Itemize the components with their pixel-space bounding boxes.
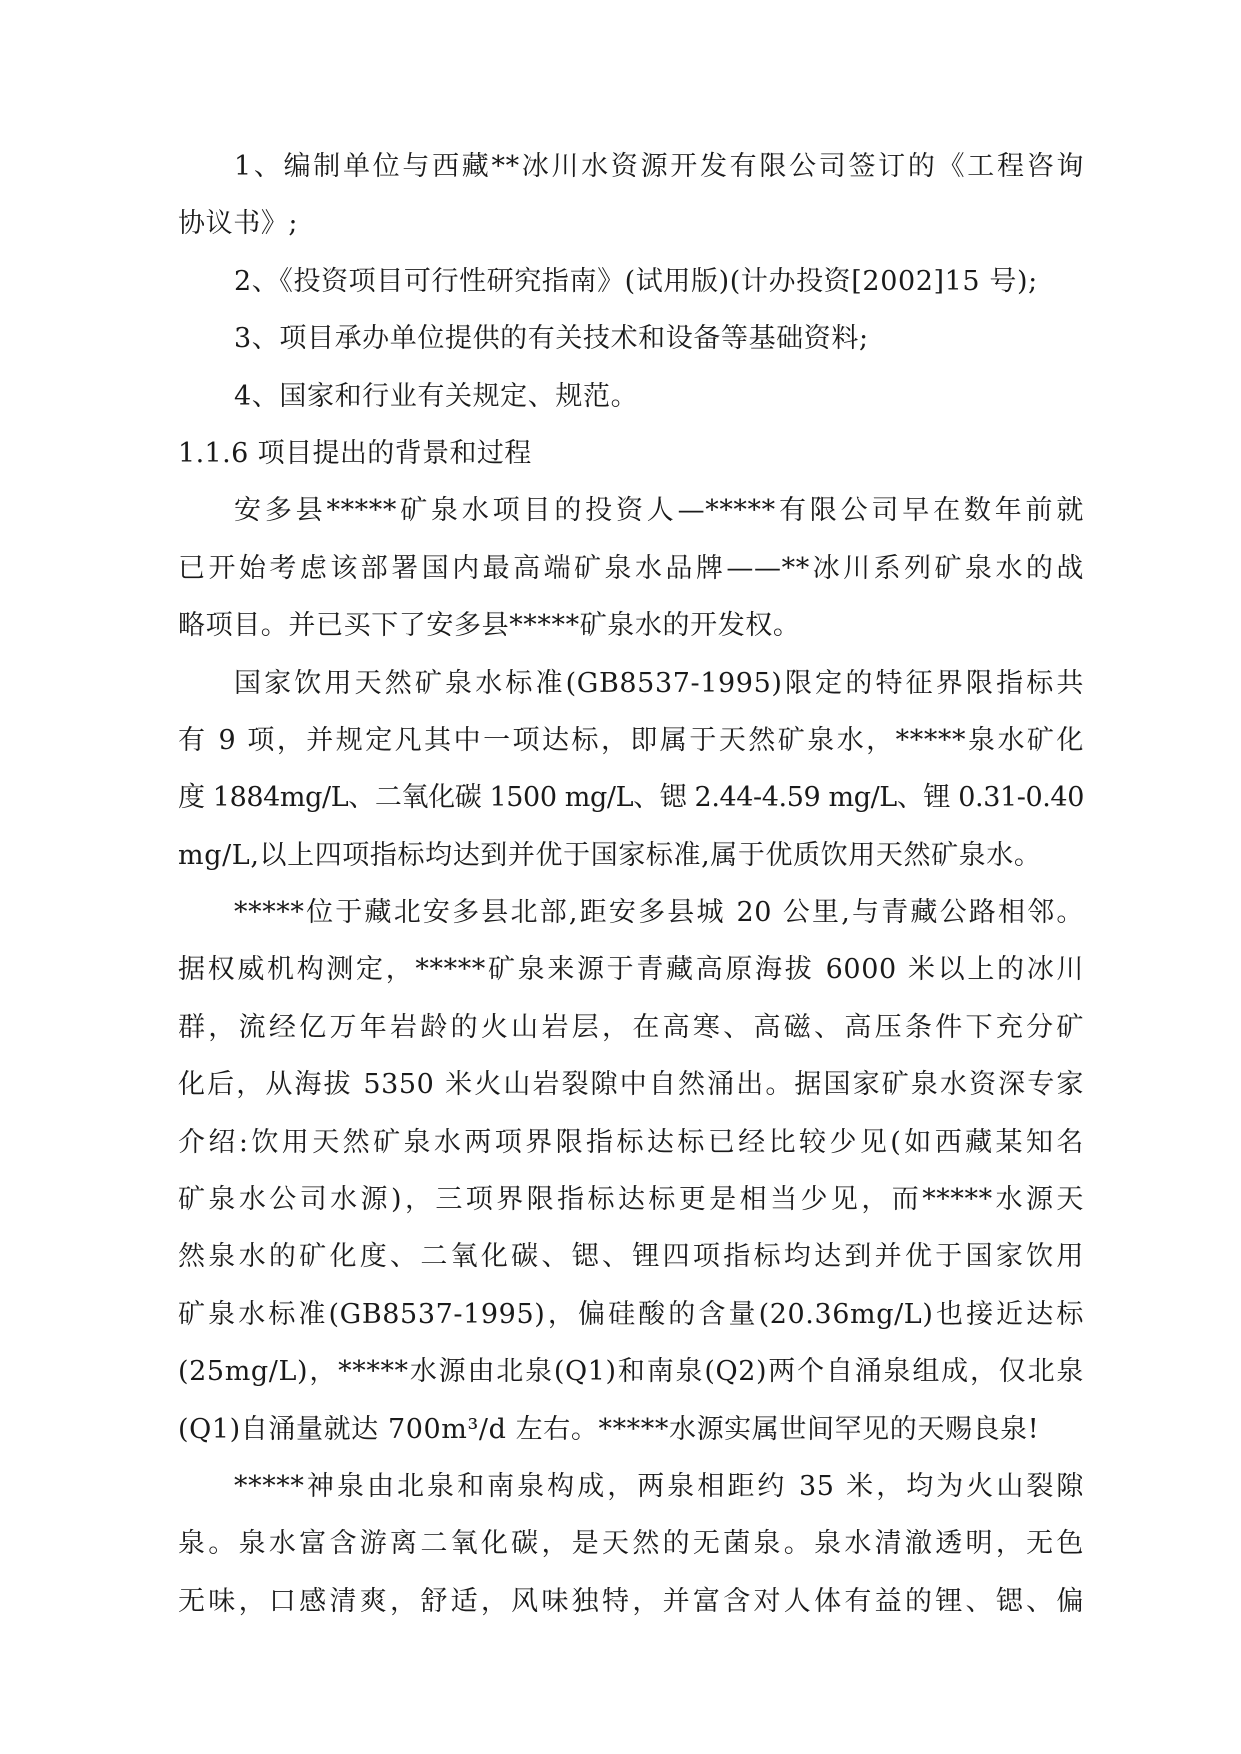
- paragraph-line: 群，流经亿万年岩龄的火山岩层，在高寒、高磁、高压条件下充分矿: [178, 1011, 1084, 1043]
- paragraph-line: 然泉水的矿化度、二氧化碳、锶、锂四项指标均达到并优于国家饮用: [178, 1241, 1084, 1273]
- paragraph-line-basis-4: 4、国家和行业有关规定、规范。: [234, 380, 639, 412]
- paragraph-line: 无味，口感清爽，舒适，风味独特，并富含对人体有益的锂、锶、偏: [178, 1585, 1084, 1617]
- paragraph-line: mg/L,以上四项指标均达到并优于国家标准,属于优质饮用天然矿泉水。: [178, 839, 1042, 871]
- paragraph-line-basis-2: 2、《投资项目可行性研究指南》(试用版)(计办投资[2002]15 号);: [234, 265, 1038, 297]
- paragraph-line-basis-1: 1、编制单位与西藏**冰川水资源开发有限公司签订的《工程咨询: [234, 151, 1084, 182]
- section-heading: 1.1.6 项目提出的背景和过程: [178, 437, 532, 469]
- paragraph-line: 略项目。并已买下了安多县*****矿泉水的开发权。: [178, 610, 801, 642]
- paragraph-line: 矿泉水公司水源)，三项界限指标达标更是相当少见，而*****水源天: [178, 1184, 1084, 1216]
- paragraph-line: 安多县*****矿泉水项目的投资人—*****有限公司早在数年前就: [234, 495, 1084, 527]
- paragraph-line: (25mg/L)，*****水源由北泉(Q1)和南泉(Q2)两个自涌泉组成，仅北泉: [178, 1356, 1084, 1388]
- paragraph-line: *****位于藏北安多县北部,距安多县城 20 公里,与青藏公路相邻。: [234, 897, 1084, 929]
- paragraph-line: *****神泉由北泉和南泉构成，两泉相距约 35 米，均为火山裂隙: [234, 1470, 1084, 1502]
- paragraph-line: 矿泉水标准(GB8537-1995)，偏硅酸的含量(20.36mg/L)也接近达标: [178, 1298, 1084, 1330]
- paragraph-line-basis-3: 3、项目承办单位提供的有关技术和设备等基础资料;: [234, 323, 869, 355]
- paragraph-line: 度 1884mg/L、二氧化碳 1500 mg/L、锶 2.44-4.59 mg/L、锂 0.31-0.40: [178, 782, 1084, 814]
- document-body: [178, 138, 1084, 1630]
- paragraph-line: 泉。泉水富含游离二氧化碳，是天然的无菌泉。泉水清澈透明，无色: [178, 1528, 1084, 1560]
- paragraph-line: 据权威机构测定，*****矿泉来源于青藏高原海拔 6000 米以上的冰川: [178, 954, 1084, 986]
- paragraph-line-basis-1-cont: 协议书》;: [178, 208, 299, 240]
- paragraph-line: 有 9 项，并规定凡其中一项达标，即属于天然矿泉水，*****泉水矿化: [178, 724, 1084, 756]
- paragraph-line: (Q1)自涌量就达 700m³/d 左右。*****水源实属世间罕见的天赐良泉!: [178, 1413, 1040, 1445]
- paragraph-line: 国家饮用天然矿泉水标准(GB8537-1995)限定的特征界限指标共: [234, 667, 1084, 699]
- paragraph-line: 化后，从海拔 5350 米火山岩裂隙中自然涌出。据国家矿泉水资深专家: [178, 1069, 1084, 1101]
- paragraph-line: 介绍:饮用天然矿泉水两项界限指标达标已经比较少见(如西藏某知名: [178, 1126, 1084, 1158]
- paragraph-line: 已开始考虑该部署国内最高端矿泉水品牌——**冰川系列矿泉水的战: [178, 552, 1084, 584]
